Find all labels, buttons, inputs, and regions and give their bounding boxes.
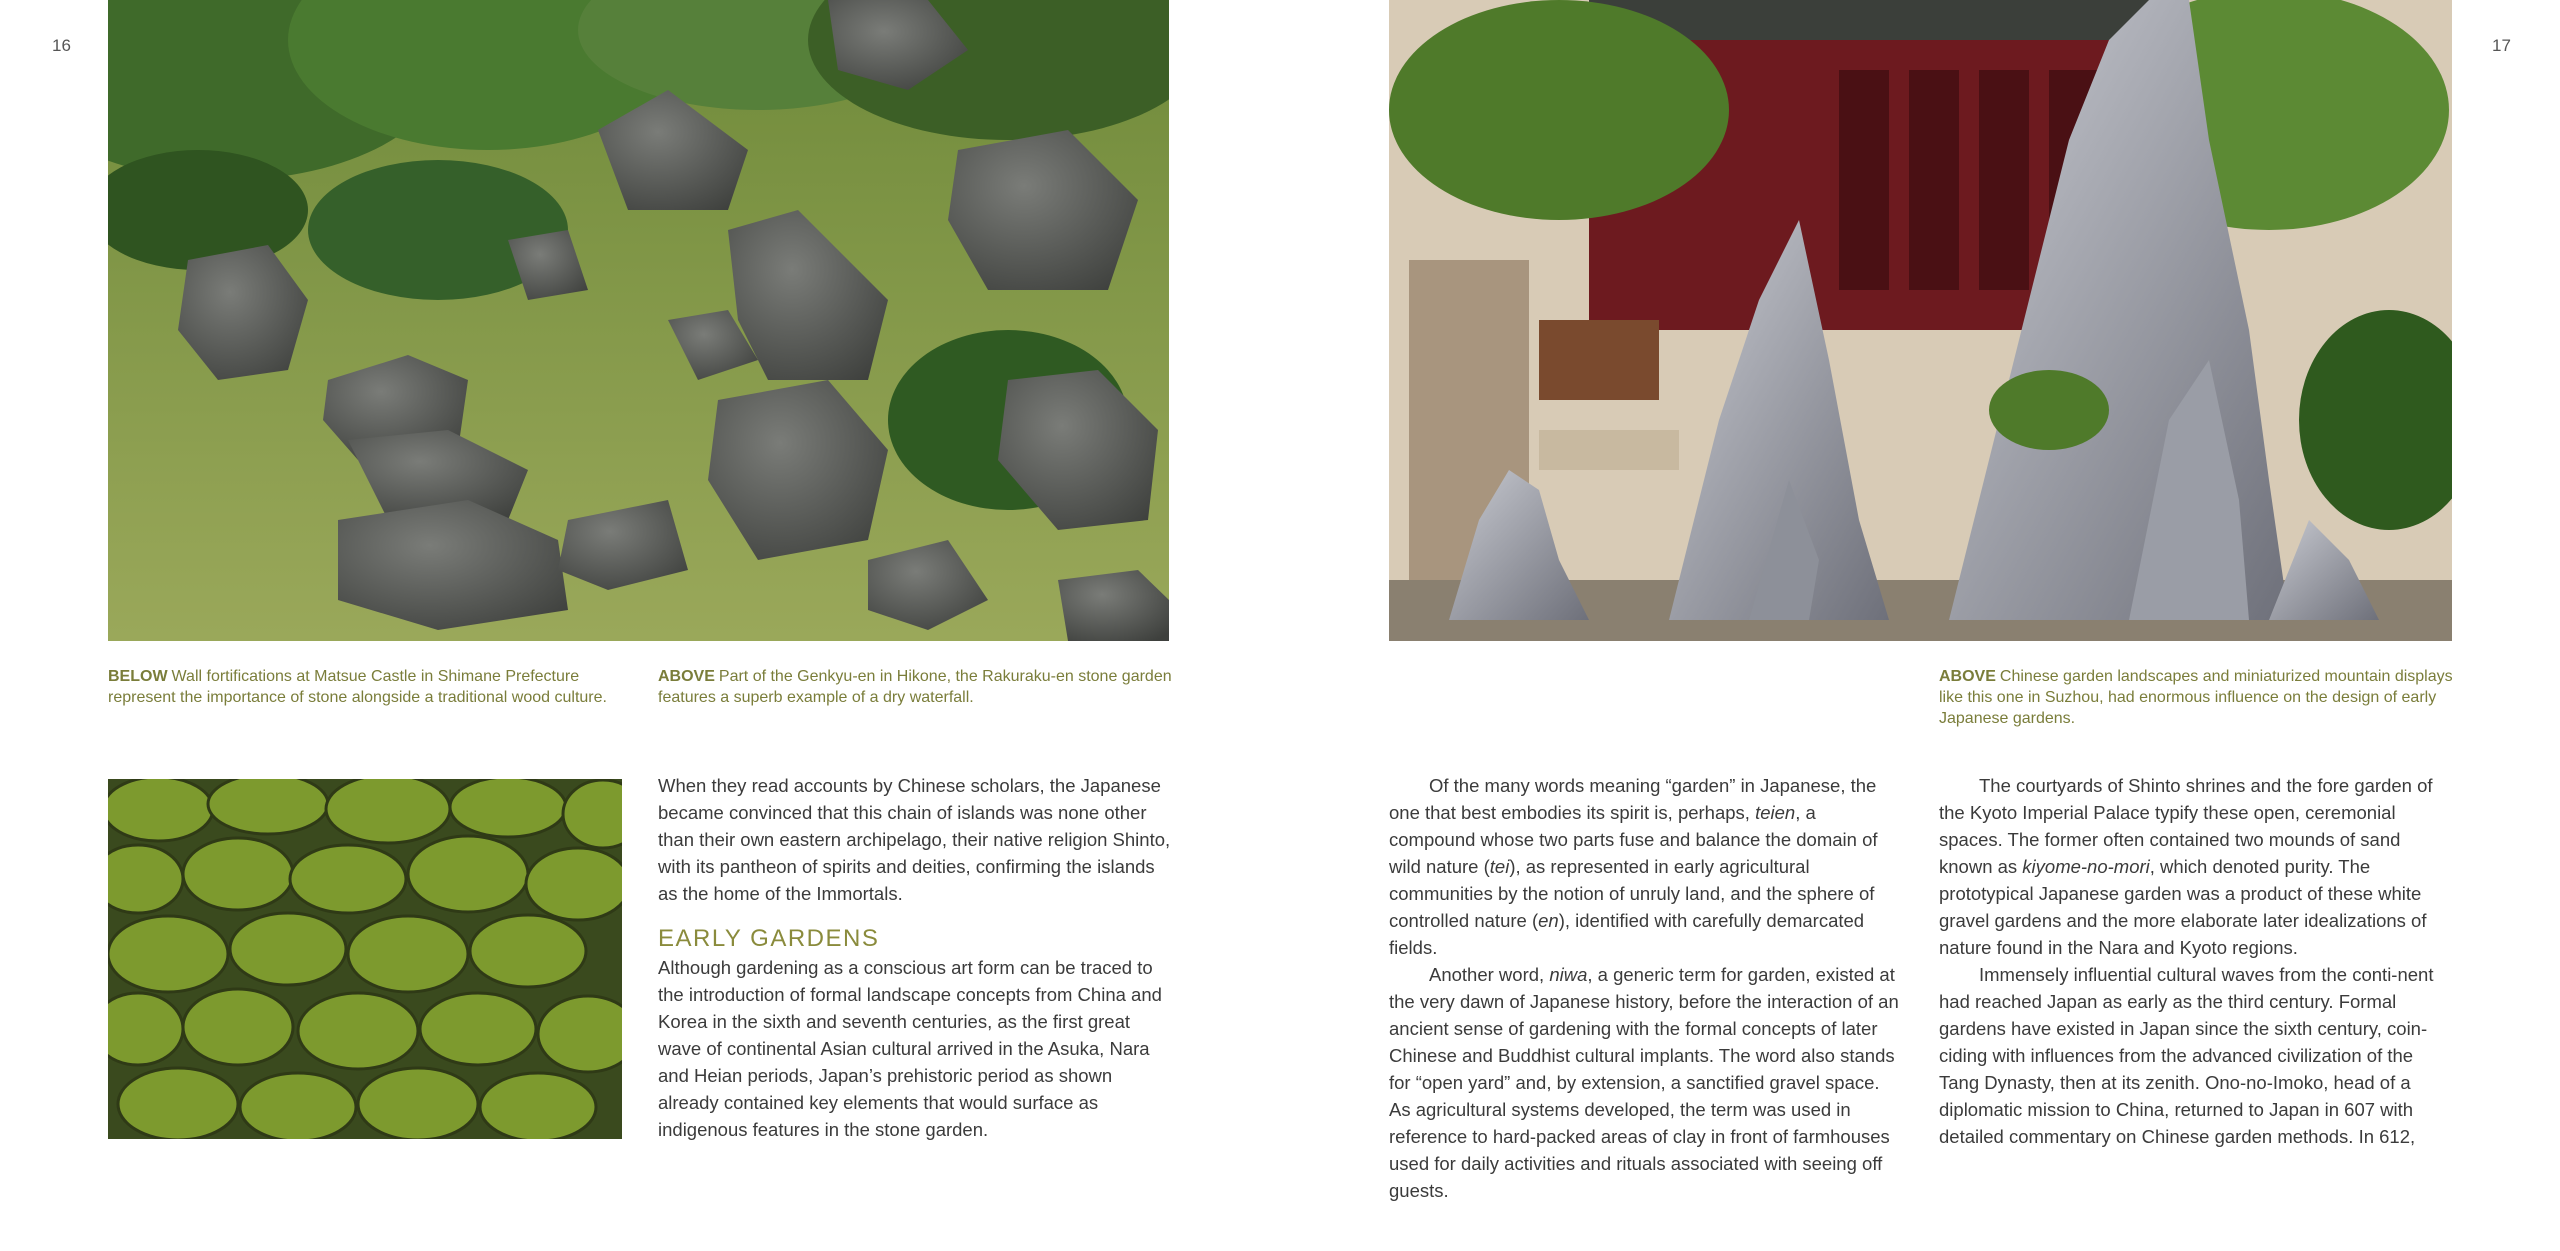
shinto-text-a: The courtyards of Shinto shrines and the fore garden of the Kyoto Imperial Palace typify these open, ceremonial spaces. The former often contained two mounds of sand known as [1939,775,2433,877]
early-gardens-paragraph: Although gardening as a conscious art form can be traced to the introduction of formal landscape concepts from China and Korea in the sixth and seventh centuries, as the first great wave of continental Asian cultural arrived in the Asuka, Nara and Heian periods, Japan’s prehistoric period as shown already contained key elements that would surface as indigenous features in the stone garden. [658,957,1162,1140]
caption-below-text: Wall fortifications at Matsue Castle in Shimane Prefecture represent the importance of stone alongside a traditional wood culture. [108,668,607,706]
caption-below-label: BELOW [108,668,168,685]
caption-above-right-label: ABOVE [1939,668,1996,685]
term-teien: teien [1755,802,1796,823]
teien-text-a: Of the many words meaning “garden” in Japanese, the one that best embodies its spirit is, perhaps, [1389,775,1877,823]
caption-above-left-text: Part of the Genkyu-en in Hikone, the Rakuraku-en stone garden features a superb example of a dry waterfall. [658,668,1172,706]
page-number-right: 17 [2492,36,2511,55]
page-number-left: 16 [52,36,71,55]
caption-above-right [1939,666,2454,729]
teien-text-b: , a compound whose two parts fuse and balance the domain of wild nature ( [1389,802,1878,877]
teien-paragraph [1389,772,1905,961]
section-heading: EARLY GARDENS [658,925,880,952]
caption-above-right-text: Chinese garden landscapes and miniaturized mountain displays like this one in Suzhou, had enormous influence on the design of early Japanese gardens. [1939,668,2453,727]
shinto-text-b: , which denoted purity. The prototypical Japanese garden was a product of these white gravel gardens and the more elaborate later idealizations of nature found in the Nara and Kyoto regions. [1939,856,2427,958]
teien-text-c: ), as represented in early agricultural communities by the notion of unruly land, and the sphere of controlled nature ( [1389,856,1875,931]
caption-above-left-label: ABOVE [658,668,715,685]
caption-below [108,666,628,708]
caption-above-left [658,666,1173,708]
left-text-column [658,772,1174,1143]
right-text-column [1939,772,2455,1150]
term-en: en [1538,910,1559,931]
continental-paragraph: Immensely influential cultural waves from the conti-nent had reached Japan as early as the third century. Formal gardens have existed in Japan since the sixth century, coin-ciding with influences from the advanced civilization of the Tang Dynasty, then at its zenith. Ono-no-Imoko, head of a diplomatic mission to China, returned to Japan in 607 with detailed commentary on Chinese garden methods. In 612, [1939,964,2434,1147]
middle-text-column [1389,772,1905,1204]
suzhou-mountain-display-photo [1389,0,2452,641]
niwa-text-a: Another word, [1429,964,1550,985]
term-kiyome-no-mori: kiyome-no-mori [2022,856,2150,877]
term-tei: tei [1489,856,1510,877]
intro-paragraph: When they read accounts by Chinese scholars, the Japanese became convinced that this chain of islands was none other than their own eastern archipelago, their native religion Shinto, with its pantheon of spirits and deities, confirming the islands as the home of the Immortals. [658,775,1171,904]
term-niwa: niwa [1549,964,1588,985]
teien-text-d: ), identified with carefully demarcated fields. [1389,910,1865,958]
niwa-paragraph [1389,961,1905,1204]
niwa-text-b: , a generic term for garden, existed at the very dawn of Japanese history, before the interaction of an ancient sense of gardening with the formal concepts of later Chinese and Buddhist cultural implants. The word also stands for “open yard” and, by extension, a sanctified gravel space. As agricultural systems developed, the term was used in reference to hard-packed areas of clay in front of farmhouses used for daily activities and rituals associated with seeing off guests. [1389,964,1899,1201]
rock-garden-photo [108,0,1169,641]
mossy-stone-wall-photo [108,779,622,1139]
shinto-paragraph [1939,772,2455,961]
